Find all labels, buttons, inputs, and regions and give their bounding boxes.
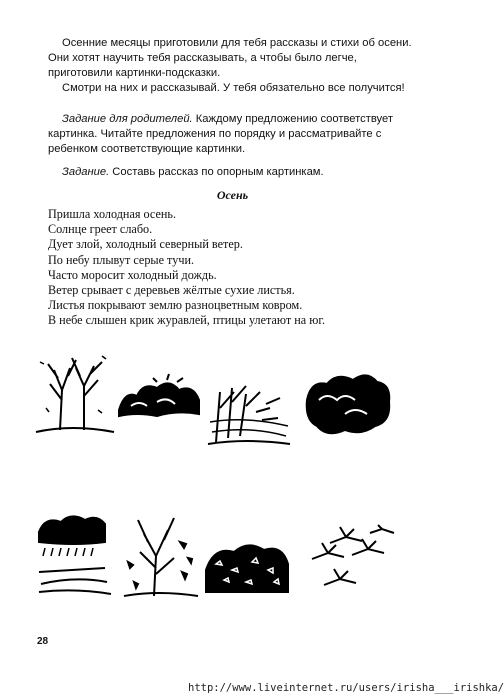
cranes-flying-icon [310,525,396,605]
story-line: По небу плывут серые тучи. [48,252,195,267]
story-text [48,207,325,329]
falling-leaves-icon [118,512,204,598]
story-title: Осень [216,188,249,202]
bare-trees-icon [32,350,118,436]
parents-task-text: Каждому предложению соответствует картинка. Читайте предложения по порядку и рассматривайте с ребенком соответствующие картинки. [48,113,394,155]
task-paragraph [48,165,420,180]
weak-sun-clouds-icon [117,370,203,430]
leaf-carpet-icon [204,540,290,596]
story-line: Дует злой, холодный северный ветер. [48,237,243,252]
grey-clouds-icon [305,370,391,440]
story-line: Листья покрывают землю разноцветным ковром. [48,298,303,313]
wind-trees-icon [206,372,292,448]
story-line: В небе слышен крик журавлей, птицы улетают на юг. [48,313,326,328]
parents-task-label: Задание для родителей. [62,113,193,125]
task-label: Задание. [62,166,110,178]
watermark-url: http://www.liveinternet.ru/users/irisha___irishka/ [188,682,504,694]
story-line: Ветер срывает с деревьев жёлтые сухие листья. [48,283,295,298]
page-number: 28 [37,636,49,647]
parents-task-paragraph [48,112,420,157]
story-line: Часто моросит холодный дождь. [48,267,217,282]
task-text: Составь рассказ по опорным картинкам. [109,166,324,178]
intro-paragraph-1: Осенние месяцы приготовили для тебя рассказы и стихи об осени. Они хотят научить тебя рассказывать, а чтобы было легче, приготовили картинки-подсказки. [48,37,412,79]
rain-icon [35,512,121,598]
intro-paragraph-2: Смотри на них и рассказывай. У тебя обязательно все получится! [62,82,405,94]
story-line: Пришла холодная осень. [48,207,177,221]
story-line: Солнце греет слабо. [48,222,153,237]
